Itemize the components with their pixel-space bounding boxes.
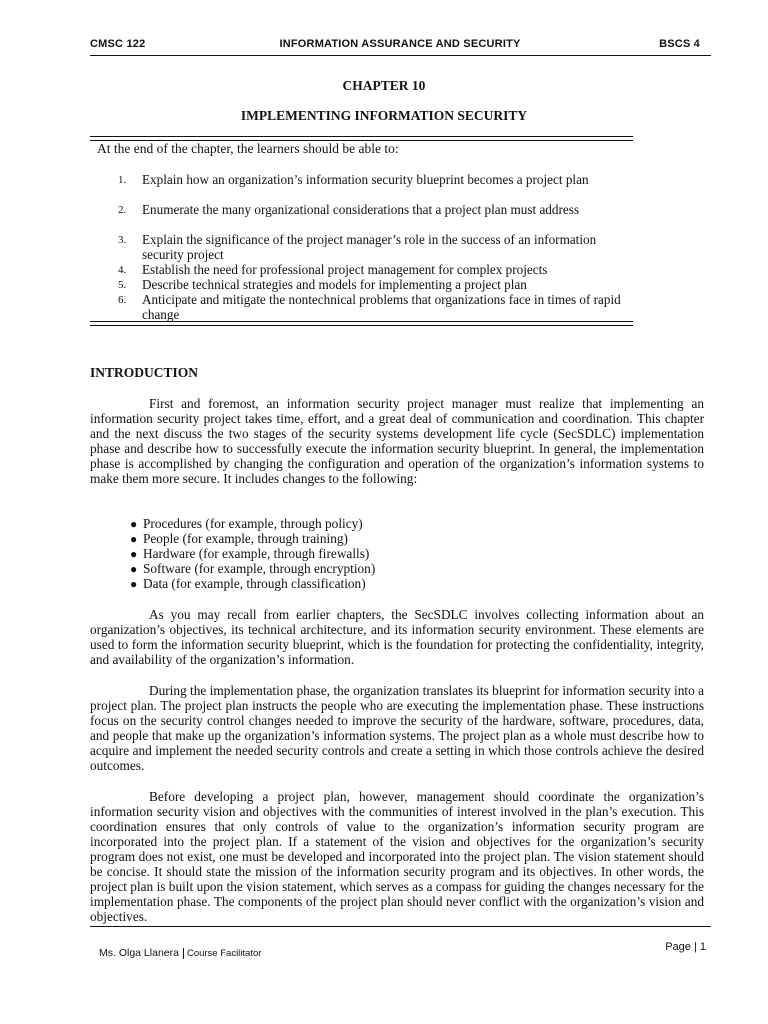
header-rule: [90, 55, 711, 56]
page-number: Page | 1: [665, 941, 706, 953]
chapter-label: CHAPTER 10: [342, 78, 426, 93]
objective-text: Describe technical strategies and models for implementing a project plan: [142, 277, 527, 292]
introduction-heading: INTRODUCTION: [90, 365, 199, 380]
objective-text: Enumerate the many organizational considerations that a project plan must address: [142, 202, 580, 217]
course-title: INFORMATION ASSURANCE AND SECURITY: [279, 38, 521, 50]
program-label: BSCS 4: [659, 38, 700, 50]
footer-rule: [90, 926, 711, 927]
objectives-bottom-rule: [90, 321, 633, 326]
objective-number: 2.: [118, 204, 127, 216]
page-header: [90, 38, 710, 52]
intro-paragraph: First and foremost, an information security project manager must realize that implementing an information security project takes time, effort, and a great deal of communication and coordination. This chapter and the next discuss the two stages of the security systems development life cycle (SecSDLC) implementation phase and describe how to successfully execute the information security blueprint. In general, the implementation phase is accomplished by changing the configuration and operation of the organization’s information systems to make them more secure. It includes changes to the following:: [90, 396, 704, 486]
bullet-text: People (for example, through training): [143, 531, 348, 546]
footer-author: [99, 947, 261, 959]
objective-number: 5.: [118, 279, 127, 291]
bullet-item: [130, 561, 375, 576]
objective-text: Explain how an organization’s information security blueprint becomes a project plan: [142, 172, 589, 187]
bullet-icon: ●: [130, 562, 138, 576]
author-role: Course Facilitator: [183, 948, 261, 959]
bullet-icon: ●: [130, 532, 138, 546]
implementation-paragraph: During the implementation phase, the organization translates its blueprint for information security into a project plan. The project plan instructs the people who are executing the implementation phase. These instructions focus on the security control changes needed to improve the security of the hardware, software, procedures, data, and people that make up the organization’s information systems. The project plan as a whole must describe how to acquire and implement the needed security controls and create a setting in which those controls achieve the desired outcomes.: [90, 683, 704, 773]
bullet-item: [130, 516, 375, 531]
bullet-text: Hardware (for example, through firewalls): [143, 546, 370, 561]
secsdlc-paragraph: As you may recall from earlier chapters, the SecSDLC involves collecting information about an organization’s objectives, its technical architecture, and its information security environment. These elements are used to form the information security blueprint, which is the foundation for protecting the confidentiality, integrity, and availability of the organization’s information.: [90, 607, 704, 667]
bullet-item: [130, 531, 375, 546]
bullet-item: [130, 576, 375, 591]
objective-text: Establish the need for professional project management for complex projects: [142, 262, 548, 277]
changes-bullet-list: [130, 516, 375, 591]
objective-number: 3.: [118, 234, 127, 246]
chapter-title: IMPLEMENTING INFORMATION SECURITY: [240, 108, 528, 123]
bullet-text: Procedures (for example, through policy): [143, 516, 363, 531]
bullet-text: Data (for example, through classification): [143, 576, 366, 591]
bullet-item: [130, 546, 375, 561]
vision-paragraph: Before developing a project plan, however, management should coordinate the organization’s information security vision and objectives with the communities of interest involved in the plan’s execution. This coordination ensures that only controls of value to the organization’s information security program are incorporated into the project plan. If a statement of the vision and objectives for the organization’s security program does not exist, one must be developed and incorporated into the project plan. The vision statement should be concise. It should state the mission of the information security program and its objectives. In other words, the project plan is built upon the vision statement, which serves as a compass for guiding the changes necessary for the implementation phase. The components of the project plan should never conflict with the organization’s vision and objectives.: [90, 789, 704, 924]
author-name: Ms. Olga Llanera: [99, 947, 179, 959]
objective-number: 1.: [118, 174, 127, 186]
objective-number: 6.: [118, 294, 127, 306]
objective-text: Anticipate and mitigate the nontechnical problems that organizations face in times of rapid change: [142, 292, 621, 322]
bullet-icon: ●: [130, 577, 138, 591]
bullet-text: Software (for example, through encryption): [143, 561, 376, 576]
objective-text: Explain the significance of the project manager’s role in the success of an information security project: [142, 232, 597, 262]
objective-number: 4.: [118, 264, 127, 276]
bullet-icon: ●: [130, 547, 138, 561]
objectives-intro: At the end of the chapter, the learners should be able to:: [97, 141, 399, 156]
bullet-icon: ●: [130, 517, 138, 531]
course-code: CMSC 122: [90, 38, 146, 50]
